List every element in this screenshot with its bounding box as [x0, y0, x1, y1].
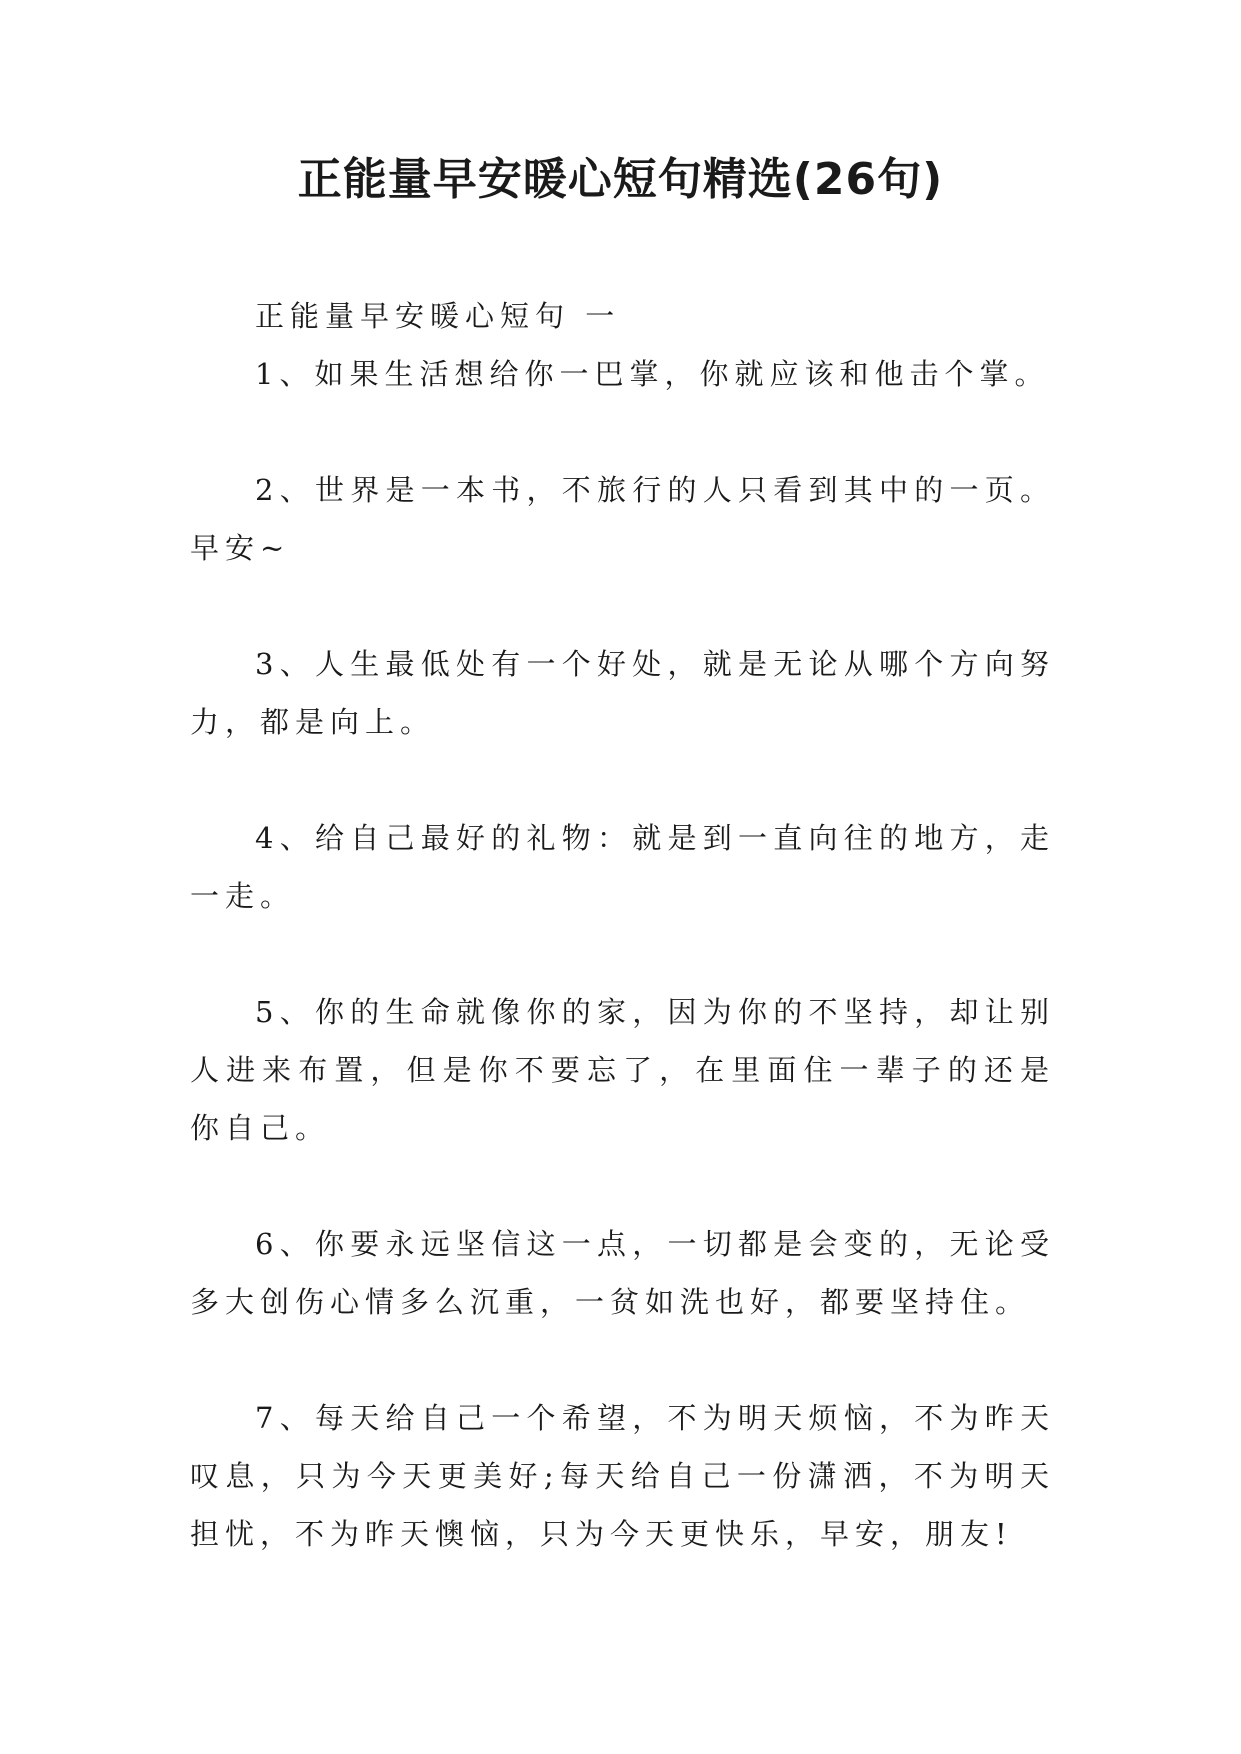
document-title: 正能量早安暖心短句精选(26句)	[297, 154, 944, 205]
section-heading: 正能量早安暖心短句 一	[255, 299, 621, 333]
paragraph-item-2: 2、世界是一本书，不旅行的人只看到其中的一页。早安~	[190, 473, 1055, 565]
paragraph-item-1: 1、如果生活想给你一巴掌，你就应该和他击个掌。	[255, 357, 1050, 391]
paragraph-item-6: 6、你要永远坚信这一点，一切都是会变的，无论受多大创伤心情多么沉重，一贫如洗也好，都要坚持住。	[190, 1227, 1055, 1319]
document-body	[190, 287, 1055, 1563]
paragraph-item-7: 7、每天给自己一个希望，不为明天烦恼，不为昨天叹息，只为今天更美好;每天给自己一份潇洒，不为明天担忧，不为昨天懊恼，只为今天更快乐，早安，朋友!	[190, 1401, 1055, 1551]
paragraph-item-4: 4、给自己最好的礼物：就是到一直向往的地方，走一走。	[190, 821, 1055, 913]
paragraph-item-5: 5、你的生命就像你的家，因为你的不坚持，却让别人进来布置，但是你不要忘了，在里面住一辈子的还是你自己。	[190, 995, 1055, 1145]
paragraph-item-3: 3、人生最低处有一个好处，就是无论从哪个方向努力，都是向上。	[190, 647, 1055, 739]
